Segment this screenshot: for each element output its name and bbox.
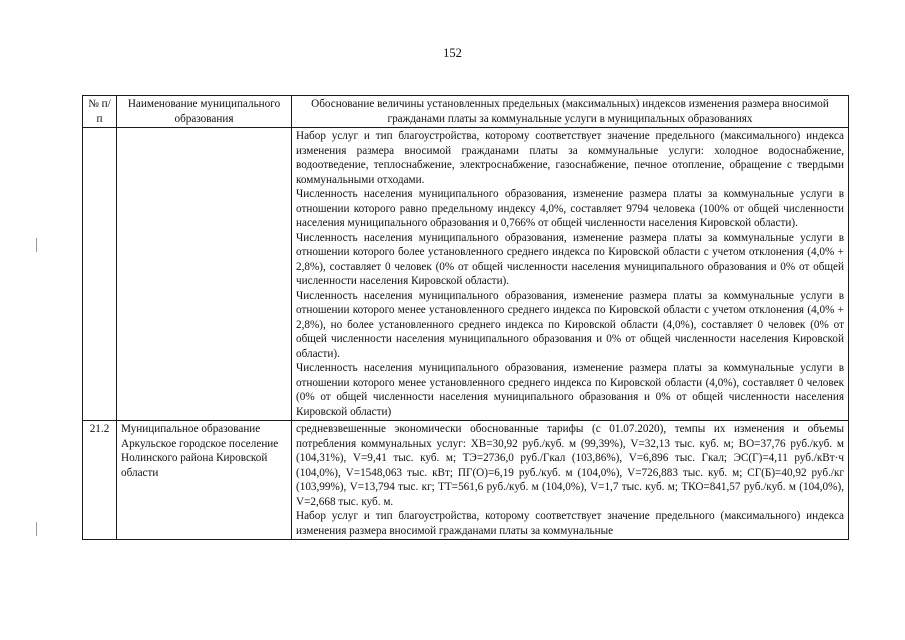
row-justification: [292, 421, 849, 540]
row-number: 21.2: [83, 421, 117, 540]
tariff-index-table: [82, 95, 849, 540]
header-municipality-name: Наименование муниципального образования: [117, 96, 292, 128]
row-municipality-name: Муниципальное образование Аркульское городское поселение Нолинского района Кировской области: [117, 421, 292, 540]
table-header-row: [83, 96, 849, 128]
row-number: [83, 128, 117, 421]
scan-artifact: [36, 238, 37, 252]
paragraph: средневзвешенные экономически обоснованные тарифы (с 01.07.2020), темпы их изменения и объемы потребления коммунальных услуг: ХВ=30,92 руб./куб. м (99,39%), V=32,13 тыс. куб. м; ВО=37,76 руб./куб. м (104,31%), V=9,41 тыс. куб. м; ТЭ=2736,0 руб./Гкал (103,86%), V=6,896 тыс. Гкал; ЭС(Г)=4,11 руб./кВт·ч (104,0%), V=1548,063 тыс. кВт; ПГ(О)=6,19 руб./куб. м (104,0%), V=726,883 тыс. куб. м; СГ(Б)=40,92 руб./кг (103,99%), V=13,794 тыс. кг; ТТ=561,6 руб./куб. м (104,0%), V=1,7 тыс. куб. м; ТКО=841,57 руб./куб. м (104,0%), V=2,668 тыс. куб. м.: [296, 423, 844, 508]
page-number: 152: [443, 46, 462, 60]
table-row: [83, 128, 849, 421]
paragraph: Набор услуг и тип благоустройства, которому соответствует значение предельного (максимального) индекса изменения размера вносимой гражданами платы за коммунальные: [296, 510, 844, 537]
paragraph: Численность населения муниципального образования, изменение размера платы за коммунальные услуги в отношении которого менее установленного среднего индекса по Кировской области с учетом отклонения (4,0% + 2,8%), но более установленного среднего индекса по Кировской области (4,0%), составляет 0 человек (0% от общей численности населения муниципального образования и 0% от общей численности населения Кировской области).: [296, 289, 844, 360]
paragraph: Численность населения муниципального образования, изменение размера платы за коммунальные услуги в отношении которого более установленного среднего индекса по Кировской области с учетом отклонения (4,0% + 2,8%), составляет 0 человек (0% от общей численности населения муниципального образования и 0% от общей численности населения Кировской области).: [296, 231, 844, 287]
row-justification: [292, 128, 849, 421]
scan-artifact: [36, 522, 37, 536]
row-municipality-name: [117, 128, 292, 421]
table-row: [83, 421, 849, 540]
paragraph: Набор услуг и тип благоустройства, которому соответствует значение предельного (максимального) индекса изменения размера вносимой гражданами платы за коммунальные услуги: холодное водоснабжение, водоотведение, теплоснабжение, электроснабжение, газоснабжение, печное отопление, обращение с твердыми коммунальными отходами.: [296, 130, 844, 186]
paragraph: Численность населения муниципального образования, изменение размера платы за коммунальные услуги в отношении которого равно предельному индексу 4,0%, составляет 9794 человека (100% от общей численности населения муниципального образования и 0,766% от общей численности населения Кировской области).: [296, 188, 844, 229]
header-justification: Обоснование величины установленных предельных (максимальных) индексов изменения размера вносимой гражданами платы за коммунальные услуги в муниципальных образованиях: [292, 96, 849, 128]
paragraph: Численность населения муниципального образования, изменение размера платы за коммунальные услуги в отношении которого менее установленного среднего индекса по Кировской области (4,0%), составляет 0 человек (0% от общей численности населения муниципального образования и 0% от общей численности населения Кировской области): [296, 362, 844, 418]
header-number: № п/п: [83, 96, 117, 128]
